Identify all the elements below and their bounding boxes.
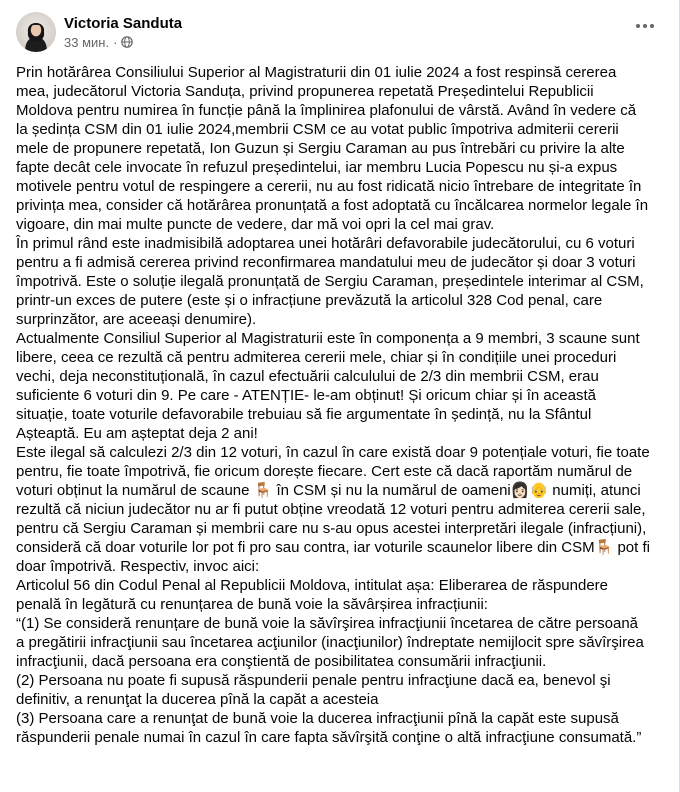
paragraph-6: “(1) Se consideră renunțare de bună voie la săvîrşirea infracţiunii încetarea de către persoană a pregătirii infracţiunii sau încetarea acţiunilor (inacţiunilor) îndreptate nemijlocit spre săvîrşirea infracţiunii, dacă persoana era conştientă de posibilitatea consumării infracţiunii. xyxy=(16,615,644,670)
paragraph-3: Actualmente Consiliul Superior al Magistraturii este în componența a 9 membri, 3 scaune sunt libere, ceea ce rezultă că pentru admiterea cererii mele, chiar și în condițiile unei proceduri vechi, deja neconstituțională, în cazul efectuării calculului de 2/3 din membrii CSM, erau suficiente 6 voturi din 9. Pe care - ATENȚIE- le-am obținut! Și oricum chiar și în această situație, toate voturile defavorabile trebuiau să fie argumentate în ședință, nu la Sfântul Așteaptă. Eu am așteptat deja 2 ani! xyxy=(16,330,640,442)
post-text xyxy=(16,63,650,747)
globe-icon[interactable] xyxy=(121,36,133,48)
more-options-icon[interactable] xyxy=(627,8,663,44)
author-name[interactable]: Victoria Sanduta xyxy=(64,14,183,32)
paragraph-2: În primul rând este inadmisibilă adoptarea unei hotărâri defavorabile judecătorului, cu 6 voturi pentru a fi admisă cererea privind reconfirmarea mandatului meu de judecător și doar 3 voturi împotrivă. Este o soluție ilegală pronunțată de Sergiu Caraman, președintele interimar al CSM, printr-un exces de putere (este și o infracțiune prevăzută la articolul 328 Cod penal, care surprinzător, are aceeași denumire). xyxy=(16,235,644,328)
post-subline xyxy=(64,34,182,51)
post-header xyxy=(16,10,182,54)
post-time[interactable]: 33 мин. xyxy=(64,34,110,50)
paragraph-8: (3) Persoana care a renunţat de bună voie la ducerea infracţiunii pînă la capăt este supusă răspunderii penale numai în cazul în care fapta săvîrşită conţine o altă infracţiune consumată.” xyxy=(16,710,642,746)
profile-photo-icon xyxy=(16,12,56,52)
paragraph-1: Prin hotărârea Consiliului Superior al Magistraturii din 01 iulie 2024 a fost respinsă cererea mea, judecătorul Victoria Sanduța, privind propunerea repetată Președintelui Republicii Moldova pentru numirea în funcție până la împlinirea plafonului de vârstă. Având în vedere că la ședința CSM din 01 iulie 2024,membrii CSM ce au votat public împotriva admiterii cererii mele de propunere repetată, Ion Guzun și Sergiu Caraman au pus întrebări cu privire la alte fapte decât cele invocate în refuzul președintelui, iar membru Lucia Popescu nu și-a expus motivele pentru votul de respingere a cererii, nu au fost ridicată nicio întrebare de integritate în privința mea, consider că hotărârea pronunțată a fost adoptată cu încălcarea normelor legale în vigoare, din mai multe puncte de vedere, dar mă voi opri la cel mai grav. xyxy=(16,64,649,233)
post-meta xyxy=(64,14,182,51)
paragraph-7: (2) Persoana nu poate fi supusă răspunderii penale pentru infracţiune dacă ea, benevol şi definitiv, a renunţat la ducerea pînă la capăt a acesteia xyxy=(16,672,611,708)
avatar[interactable] xyxy=(16,12,56,52)
separator-dot: · xyxy=(113,34,118,50)
paragraph-4: Este ilegal să calculezi 2/3 din 12 voturi, în cazul în care există doar 9 potențiale voturi, fie toate pentru, fie toate împotrivă, fie oricum dorește fiecare. Cert este că dacă raportăm numărul de voturi obținut la numărul de scaune 🪑 în CSM și nu la numărul de oameni👩🏻👴 numiți, atunci rezultă că niciun judecător nu ar fi putut obține vreodată 12 voturi pentru admiterea cererii sale, pentru că Sergiu Caraman și membrii care nu s-au opus acestei interpretări ilegale (infracțiuni), consideră că doar voturile lor pot fi pro sau contra, iar voturile scaunelor libere din CSM🪑 pot fi doar împotrivă. Respectiv, invoc aici: xyxy=(16,444,650,575)
paragraph-5: Articolul 56 din Codul Penal al Republicii Moldova, intitulat așa: Eliberarea de răspundere penală în legătură cu renunțarea de bună voie la săvârșirea infracțiunii: xyxy=(16,577,609,613)
